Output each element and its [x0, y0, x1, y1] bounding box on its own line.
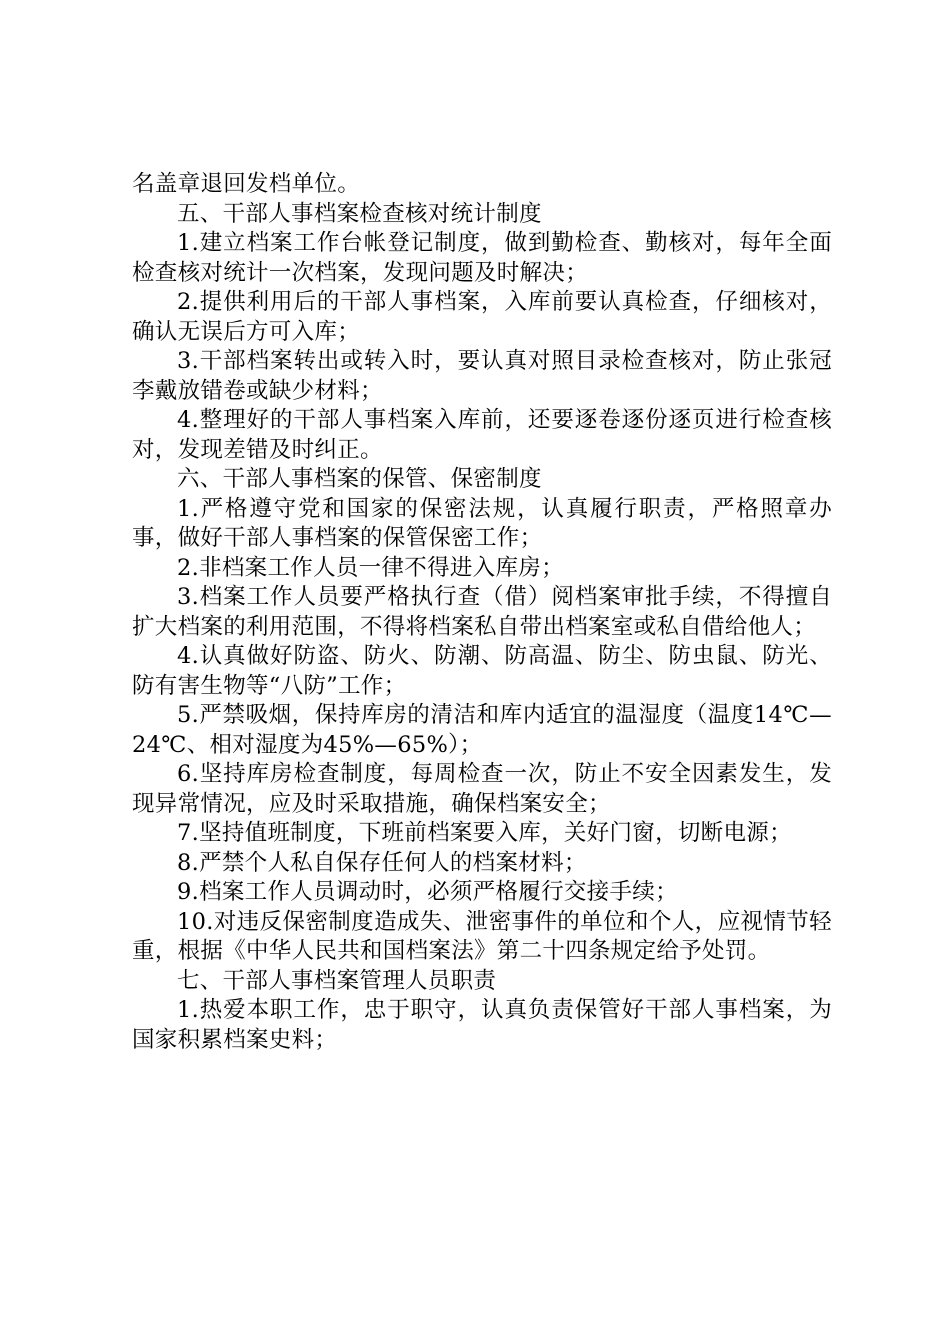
paragraph-5-4: 4.整理好的干部人事档案入库前，还要逐卷逐份逐页进行检查核对，发现差错及时纠正。: [132, 407, 832, 463]
section-heading-7: 七、干部人事档案管理人员职责: [177, 967, 497, 994]
paragraph-6-2: 2.非档案工作人员一律不得进入库房；: [177, 554, 564, 581]
section-heading-6: 六、干部人事档案的保管、保密制度: [177, 466, 542, 492]
paragraph-7-1: 1.热爱本职工作，忠于职守，认真负责保管好干部人事档案，为国家积累档案史料；: [132, 997, 832, 1053]
section-heading-5: 五、干部人事档案检查核对统计制度: [177, 200, 542, 227]
paragraph-continuation: 名盖章退回发档单位。: [132, 171, 361, 197]
paragraph-6-6: 6.坚持库房检查制度，每周检查一次，防止不安全因素发生，发现异常情况，应及时采取措施，确保档案安全；: [132, 761, 832, 817]
paragraph-6-10: 10.对违反保密制度造成失、泄密事件的单位和个人，应视情节轻重，根据《中华人民共和国档案法》第二十四条规定给予处罚。: [132, 908, 832, 964]
paragraph-6-5: 5.严禁吸烟，保持库房的清洁和库内适宜的温湿度（温度14℃—24℃、相对湿度为45%—65%）；: [132, 702, 832, 758]
paragraph-5-1: 1.建立档案工作台帐登记制度，做到勤检查、勤核对，每年全面检查核对统计一次档案，发现问题及时解决；: [132, 230, 832, 286]
paragraph-6-9: 9.档案工作人员调动时，必须严格履行交接手续；: [177, 879, 678, 905]
paragraph-6-7: 7.坚持值班制度，下班前档案要入库，关好门窗，切断电源；: [177, 820, 792, 846]
paragraph-6-8: 8.严禁个人私自保存任何人的档案材料；: [177, 849, 587, 876]
paragraph-5-3: 3.干部档案转出或转入时，要认真对照目录检查核对，防止张冠李戴放错卷或缺少材料；: [132, 348, 832, 404]
paragraph-6-3: 3.档案工作人员要严格执行查（借）阅档案审批手续，不得擅自扩大档案的利用范围，不得将档案私自带出档案室或私自借给他人；: [132, 584, 832, 640]
paragraph-6-1: 1.严格遵守党和国家的保密法规，认真履行职责，严格照章办事，做好干部人事档案的保管保密工作；: [132, 495, 832, 551]
paragraph-5-2: 2.提供利用后的干部人事档案，入库前要认真检查，仔细核对，确认无误后方可入库；: [132, 289, 832, 345]
paragraph-6-4: 4.认真做好防盗、防火、防潮、防高温、防尘、防虫鼠、防光、防有害生物等“八防”工作；: [132, 643, 832, 699]
document-page: [132, 170, 832, 1055]
